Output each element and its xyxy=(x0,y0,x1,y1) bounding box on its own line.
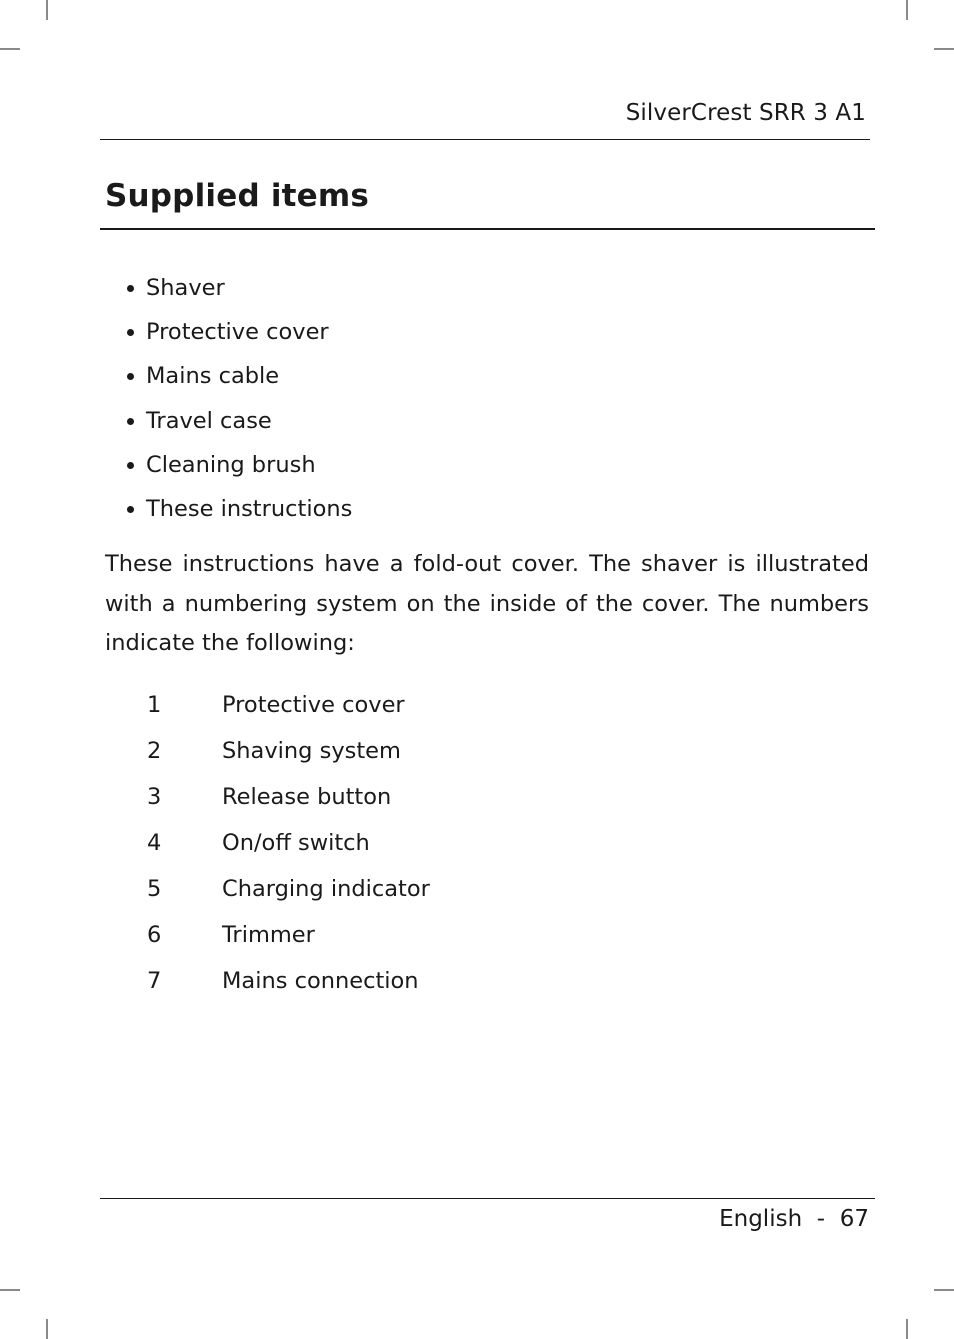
parts-row xyxy=(147,686,430,732)
running-header: SilverCrest SRR 3 A1 xyxy=(625,100,866,126)
crop-mark-top-right xyxy=(906,0,908,20)
crop-mark-top-left xyxy=(0,48,20,50)
list-item-label: These instructions xyxy=(146,495,353,522)
part-number: 2 xyxy=(147,738,162,764)
crop-mark-top-right xyxy=(934,48,954,50)
page-number: 67 xyxy=(839,1206,869,1232)
footer-language: English xyxy=(719,1206,803,1232)
list-item-label: Cleaning brush xyxy=(146,451,316,478)
list-item xyxy=(127,403,352,447)
part-number: 6 xyxy=(147,922,162,948)
list-item xyxy=(127,358,352,402)
crop-mark-bottom-left xyxy=(0,1289,20,1291)
header-rule xyxy=(100,139,870,140)
part-label: Mains connection xyxy=(222,968,419,994)
crop-mark-top-left xyxy=(46,0,48,20)
part-label: Release button xyxy=(222,784,392,810)
crop-mark-bottom-right xyxy=(906,1319,908,1339)
part-number: 3 xyxy=(147,784,162,810)
list-item xyxy=(127,447,352,491)
title-rule xyxy=(100,228,875,230)
parts-row xyxy=(147,916,430,962)
bullet-icon xyxy=(127,373,134,380)
parts-row xyxy=(147,870,430,916)
list-item xyxy=(127,314,352,358)
footer-rule xyxy=(100,1198,875,1199)
bullet-icon xyxy=(127,418,134,425)
bullet-icon xyxy=(127,506,134,513)
part-label: On/off switch xyxy=(222,830,370,856)
list-item xyxy=(127,270,352,314)
parts-list xyxy=(147,686,430,1008)
list-item-label: Mains cable xyxy=(146,363,280,390)
part-label: Charging indicator xyxy=(222,876,430,902)
crop-mark-bottom-right xyxy=(934,1289,954,1291)
crop-mark-bottom-left xyxy=(46,1319,48,1339)
list-item-label: Shaver xyxy=(146,275,225,301)
part-label: Protective cover xyxy=(222,692,405,718)
parts-row xyxy=(147,962,430,1008)
bullet-icon xyxy=(127,285,134,292)
list-item-label: Travel case xyxy=(146,407,272,434)
list-item-label: Protective cover xyxy=(146,319,329,346)
part-number: 1 xyxy=(147,692,162,718)
list-item xyxy=(127,491,352,535)
supplied-items-list xyxy=(127,270,352,535)
section-title: Supplied items xyxy=(105,178,370,214)
bullet-icon xyxy=(127,462,134,469)
parts-row xyxy=(147,824,430,870)
footer-separator: - xyxy=(816,1206,826,1232)
bullet-icon xyxy=(127,329,134,336)
page-footer xyxy=(719,1206,869,1232)
intro-paragraph: These instructions have a fold-out cover. The shaver is illustrated with a numbering system on the inside of the cover. The numbers indicate the following: xyxy=(105,551,869,656)
part-label: Trimmer xyxy=(222,922,315,948)
parts-row xyxy=(147,778,430,824)
part-number: 4 xyxy=(147,830,162,856)
parts-row xyxy=(147,732,430,778)
part-number: 7 xyxy=(147,968,162,994)
part-number: 5 xyxy=(147,876,162,902)
part-label: Shaving system xyxy=(222,738,401,764)
